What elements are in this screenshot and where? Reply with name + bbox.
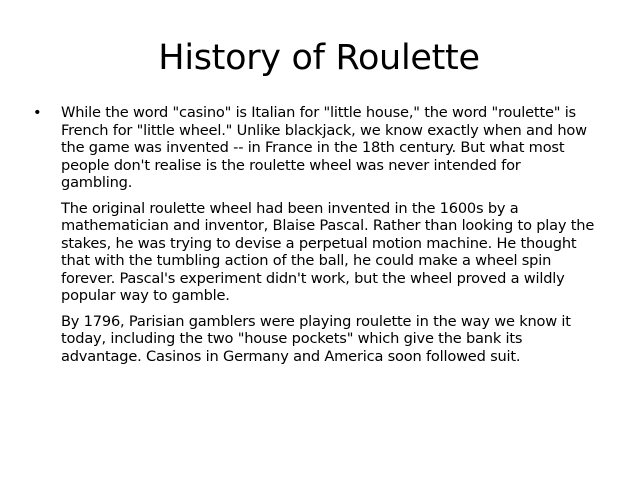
text-line: gambling. xyxy=(61,174,133,191)
text-line: people don't realise is the roulette wheel was never intended for xyxy=(61,156,521,174)
text-line: forever. Pascal's experiment didn't work, but the wheel proved a wildly xyxy=(61,269,565,287)
slide-body xyxy=(61,104,606,373)
paragraph-invention xyxy=(61,200,606,305)
paragraph-paris xyxy=(61,313,606,366)
text-line: The original roulette wheel had been invented in the 1600s by a xyxy=(61,199,519,217)
text-line: By 1796, Parisian gamblers were playing roulette in the way we know it xyxy=(61,312,571,330)
text-line: stakes, he was trying to devise a perpetual motion machine. He thought xyxy=(61,234,577,252)
text-line: advantage. Casinos in Germany and America soon followed suit. xyxy=(61,347,521,365)
slide-title: History of Roulette xyxy=(158,38,480,78)
paragraph-etymology xyxy=(61,104,606,192)
bullet-icon: • xyxy=(33,104,42,121)
text-line: mathematician and inventor, Blaise Pascal. Rather than looking to play the xyxy=(61,217,595,234)
text-line: popular way to gamble. xyxy=(61,287,230,304)
text-line: that with the tumbling action of the ball, he could make a wheel spin xyxy=(61,252,552,269)
text-line: While the word "casino" is Italian for "little house," the word "roulette" is xyxy=(61,104,576,121)
text-line: French for "little wheel." Unlike blackjack, we know exactly when and how xyxy=(61,121,587,139)
text-line: today, including the two "house pockets" which give the bank its xyxy=(61,330,523,347)
text-line: the game was invented -- in France in the 18th century. But what most xyxy=(61,139,565,156)
